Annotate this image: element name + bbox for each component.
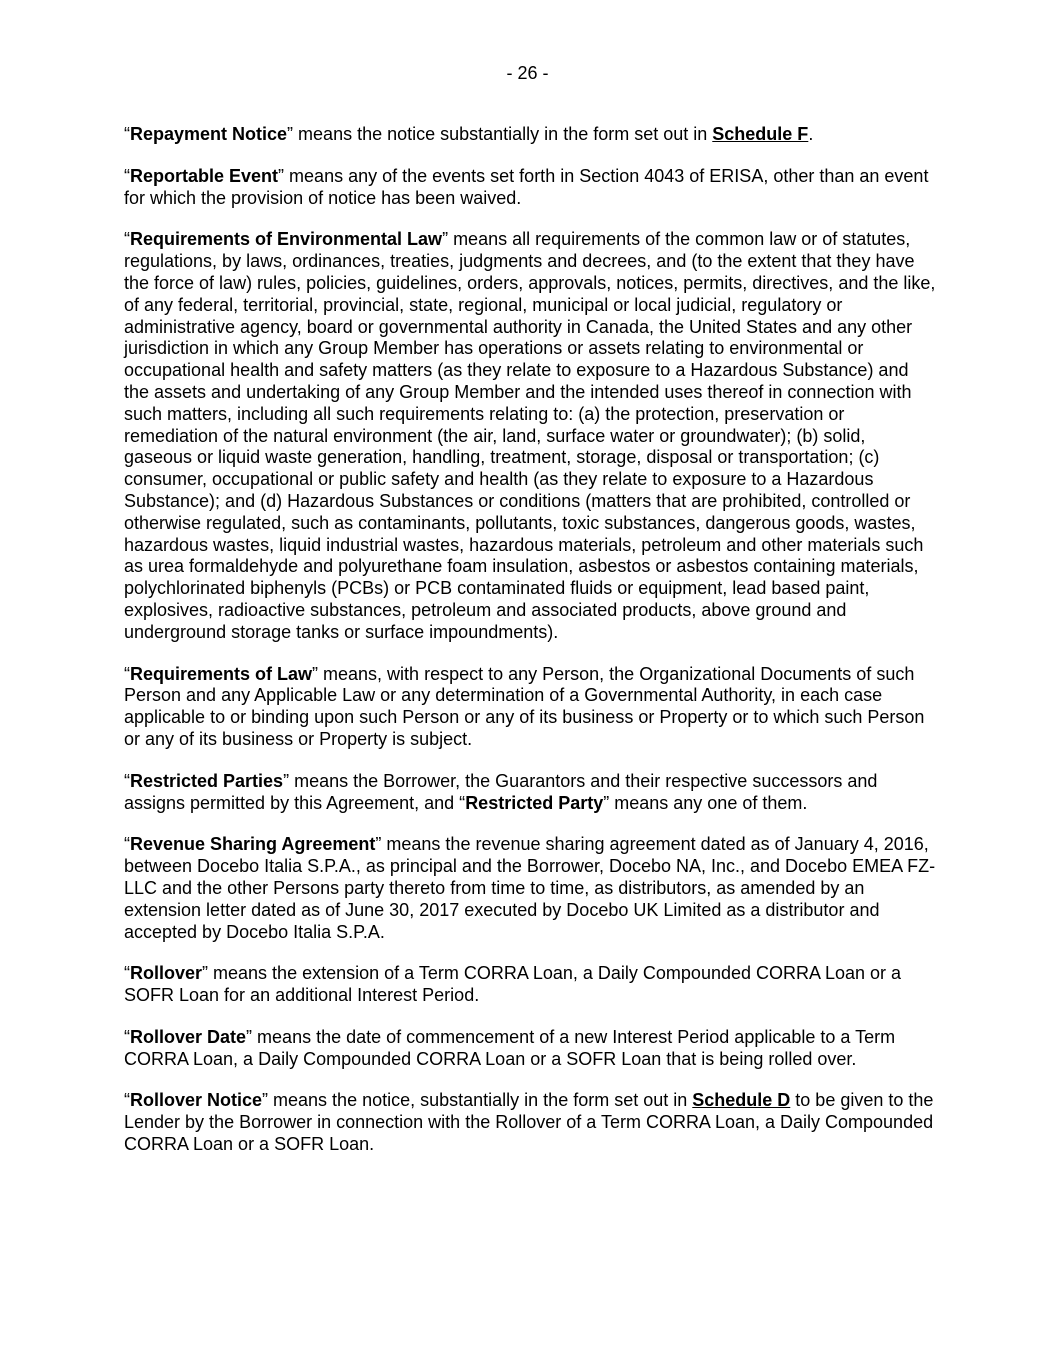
defined-term: Rollover bbox=[130, 963, 203, 984]
definition-text: means the date of commencement of a new Interest Period applicable to a Term CORRA Loan, a Daily Compounded CORRA Loan or a SOFR Loan that is being rolled over. bbox=[124, 1026, 896, 1069]
definition-text: means the extension of a Term CORRA Loan, a Daily Compounded CORRA Loan or a SOFR Loan for an additional Interest Period. bbox=[124, 963, 902, 1006]
definition-text: means any of the events set forth in Section 4043 of ERISA, other than an event for which the provision of notice has been waived. bbox=[124, 165, 929, 208]
definition-rollover-notice: “Rollover Notice” means the notice, substantially in the form set out in Schedule D to be given to the Lender by the Borrower in connection with the Rollover of a Term CORRA Loan, a Daily Compounded CORRA Loan or a SOFR Loan. bbox=[124, 1090, 934, 1155]
definition-rollover-date: “Rollover Date” means the date of commencement of a new Interest Period applicable to a Term CORRA Loan, a Daily Compounded CORRA Loan or a SOFR Loan that is being rolled over. bbox=[124, 1026, 896, 1069]
page-number: - 26 - bbox=[506, 63, 549, 83]
definition-requirements-of-environmental-law: “Requirements of Environmental Law” means all requirements of the common law or of statutes, regulations, by laws, ordinances, treaties, judgments and decrees, and (to the extent that they have the force of law) rules, policies, guidelines, orders, approvals, notices, permits, directives, and the like, of any federal, territorial, provincial, state, regional, municipal or local judicial, regulatory or administrative agency, board or governmental authority in Canada, the United States and any other jurisdiction in which any Group Member has operations or assets relating to environmental or occupational health and safety matters (as they relate to exposure to a Hazardous Substance) and the assets and undertaking of any Group Member and the intended uses thereof in connection with such matters, including all such requirements relating to: (a) the protection, preservation or remediation of the natural environment (the air, land, surface water or groundwater); (b) solid, gaseous or liquid waste generation, handling, treatment, storage, disposal or transportation; (c) consumer, occupational or public safety and health (as they relate to exposure to a Hazardous Substance); and (d) Hazardous Substances or conditions (matters that are prohibited, controlled or otherwise regulated, such as contaminants, pollutants, toxic substances, dangerous goods, wastes, hazardous wastes, liquid industrial wastes, hazardous materials, petroleum and other materials such as urea formaldehyde and polyurethane foam insulation, asbestos or asbestos containing materials, polychlorinated biphenyls (PCBs) or PCB contaminated fluids or equipment, lead based paint, explosives, radioactive substances, petroleum and associated products, above ground and underground storage tanks or surface impoundments). bbox=[124, 229, 936, 642]
definitions-section bbox=[124, 124, 936, 1176]
definition-text-end: to be given to the Lender by the Borrower in connection with the Rollover of a Term CORRA Loan, a Daily Compounded CORRA Loan or a SOFR Loan. bbox=[124, 1090, 934, 1155]
definition-repayment-notice: “Repayment Notice” means the notice substantially in the form set out in Schedule F. bbox=[124, 124, 814, 144]
defined-term: Requirements of Law bbox=[130, 663, 313, 684]
defined-term: Restricted Parties bbox=[130, 770, 284, 791]
definition-reportable-event: “Reportable Event” means any of the events set forth in Section 4043 of ERISA, other than an event for which the provision of notice has been waived. bbox=[124, 165, 929, 208]
definition-revenue-sharing-agreement: “Revenue Sharing Agreement” means the revenue sharing agreement dated as of January 4, 2016, between Docebo Italia S.P.A., as principal and the Borrower, Docebo NA, Inc., and Docebo EMEA FZ-LLC and the other Persons party thereto from time to time, as distributors, as amended by an extension letter dated as of June 30, 2017 executed by Docebo UK Limited as a distributor and accepted by Docebo Italia S.P.A. bbox=[124, 834, 936, 942]
schedule-f-reference: Schedule F bbox=[712, 124, 809, 144]
schedule-d-reference: Schedule D bbox=[692, 1090, 791, 1111]
definition-text: means the Borrower, the Guarantors and their respective successors and assigns permitted by this Agreement, and “ bbox=[124, 770, 878, 813]
defined-term: Rollover Notice bbox=[130, 1090, 263, 1111]
defined-term: Requirements of Environmental Law bbox=[130, 229, 443, 250]
definition-text: means the notice substantially in the form set out in bbox=[293, 124, 713, 144]
definition-rollover: “Rollover” means the extension of a Term CORRA Loan, a Daily Compounded CORRA Loan or a SOFR Loan for an additional Interest Period. bbox=[124, 963, 902, 1006]
defined-term-secondary: Restricted Party bbox=[465, 792, 604, 813]
definition-text: means the revenue sharing agreement dated as of January 4, 2016, between Docebo Italia S.P.A., as principal and the Borrower, Docebo NA, Inc., and Docebo EMEA FZ-LLC and the other Persons party thereto from time to time, as distributors, as amended by an extension letter dated as of June 30, 2017 executed by Docebo UK Limited as a distributor and accepted by Docebo Italia S.P.A. bbox=[124, 834, 936, 942]
definition-requirements-of-law: “Requirements of Law” means, with respect to any Person, the Organizational Documents of such Person and any Applicable Law or any determination of a Governmental Authority, in each case applicable to or binding upon such Person or any of its business or Property or to which such Person or any of its business or Property is subject. bbox=[124, 663, 925, 749]
defined-term: Repayment Notice bbox=[130, 124, 288, 144]
definition-text: means, with respect to any Person, the Organizational Documents of such Person and any Applicable Law or any determination of a Governmental Authority, in each case applicable to or binding upon such Person or any of its business or Property or to which such Person or any of its business or Property is subject. bbox=[124, 663, 925, 749]
defined-term: Rollover Date bbox=[130, 1026, 247, 1047]
definition-text-end: ” means any one of them. bbox=[603, 792, 808, 813]
definition-text: means the notice, substantially in the form set out in bbox=[268, 1090, 693, 1111]
definition-text-end: . bbox=[808, 124, 814, 144]
definition-restricted-parties: “Restricted Parties” means the Borrower, the Guarantors and their respective successors and assigns permitted by this Agreement, and “Restricted Party” means any one of them. bbox=[124, 770, 878, 813]
defined-term: Revenue Sharing Agreement bbox=[130, 834, 376, 855]
defined-term: Reportable Event bbox=[130, 165, 279, 186]
definition-text: means all requirements of the common law or of statutes, regulations, by laws, ordinances, treaties, judgments and decrees, and (to the extent that they have the force of law) rules, policies, guidelines, orders, approvals, notices, permits, directives, and the like, of any federal, territorial, provincial, state, regional, municipal or local judicial, regulatory or administrative agency, board or governmental authority in Canada, the United States and any other jurisdiction in which any Group Member has operations or assets relating to environmental or occupational health and safety matters (as they relate to exposure to a Hazardous Substance) and the assets and undertaking of any Group Member and the intended uses thereof in connection with such matters, including all such requirements relating to: (a) the protection, preservation or remediation of the natural environment (the air, land, surface water or groundwater); (b) solid, gaseous or liquid waste generation, handling, treatment, storage, disposal or transportation; (c) consumer, occupational or public safety and health (as they relate to exposure to a Hazardous Substance); and (d) Hazardous Substances or conditions (matters that are prohibited, controlled or otherwise regulated, such as contaminants, pollutants, toxic substances, dangerous goods, wastes, hazardous wastes, liquid industrial wastes, hazardous materials, petroleum and other materials such as urea formaldehyde and polyurethane foam insulation, asbestos or asbestos containing materials, polychlorinated biphenyls (PCBs) or PCB contaminated fluids or equipment, lead based paint, explosives, radioactive substances, petroleum and associated products, above ground and underground storage tanks or surface impoundments). bbox=[124, 229, 936, 642]
